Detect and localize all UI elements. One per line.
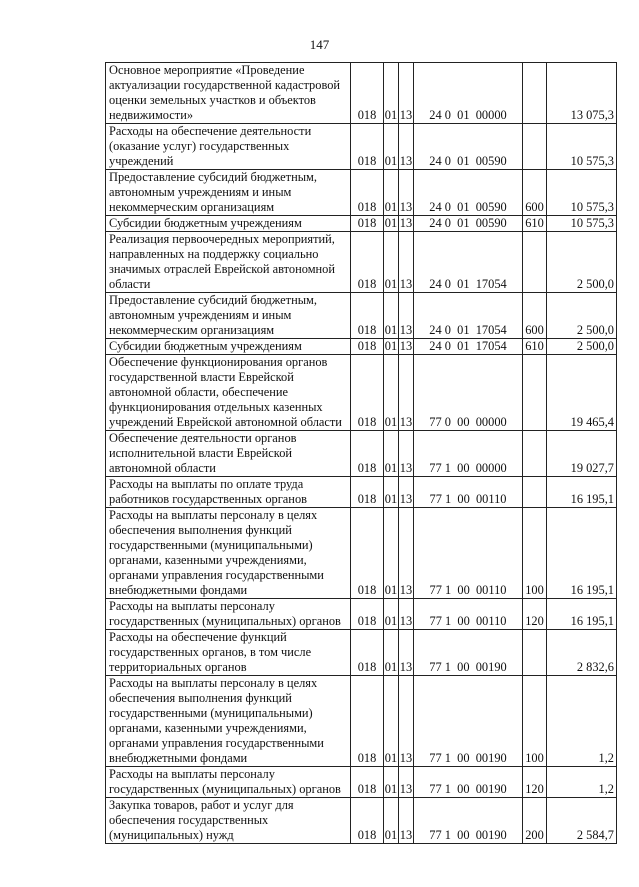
row-section-code: 01: [384, 216, 398, 230]
row-amount: 16 195,1: [547, 477, 617, 508]
row-expense-type: [523, 355, 547, 431]
row-subsection-code: 13: [399, 232, 414, 293]
row-subsection-code: 13: [399, 170, 414, 216]
row-admin-code: 018: [351, 63, 384, 124]
table-row: [106, 767, 617, 798]
row-admin-code: 018: [351, 676, 384, 767]
row-amount: 10 575,3: [547, 124, 617, 170]
row-admin-code: 018: [351, 798, 384, 844]
table-row: [106, 293, 617, 339]
row-subsection-code: 13: [399, 798, 414, 844]
row-expense-type: 100: [523, 676, 547, 767]
row-name: Субсидии бюджетным учреждениям: [106, 216, 351, 232]
row-amount: 2 832,6: [547, 630, 617, 676]
row-target-code: 24 0 01 00590: [414, 170, 523, 216]
budget-table: [105, 62, 617, 844]
row-admin-code: 018: [351, 170, 384, 216]
row-expense-type: [523, 63, 547, 124]
row-target-code: 77 1 00 00190: [414, 630, 523, 676]
row-name: Расходы на выплаты персоналу государственных (муниципальных) органов: [106, 599, 351, 630]
row-target-code: 24 0 01 17054: [414, 293, 523, 339]
row-subsection-code: 13: [399, 767, 414, 798]
row-name: Основное мероприятие «Проведение актуализации государственной кадастровой оценки земельных участков и объектов недвижимости»: [106, 63, 351, 124]
row-subsection-code: 13: [399, 293, 414, 339]
table-row: [106, 798, 617, 844]
row-subsection-code: 13: [399, 599, 414, 630]
row-admin-code: 018: [351, 599, 384, 630]
row-section-code: 01: [384, 767, 399, 798]
row-admin-code: 018: [351, 477, 384, 508]
row-name: Обеспечение деятельности органов исполнительной власти Еврейской автономной области: [106, 431, 351, 477]
row-admin-code: 018: [351, 767, 384, 798]
row-name: Расходы на выплаты по оплате труда работников государственных органов: [106, 477, 351, 508]
row-expense-type: 120: [523, 599, 547, 630]
table-row: [106, 216, 617, 232]
row-name: Реализация первоочередных мероприятий, направленных на поддержку социально значимых отраслей Еврейской автономной области: [106, 232, 351, 293]
row-subsection-code: 13: [399, 216, 413, 230]
row-expense-type: 600: [523, 170, 547, 216]
row-name: Расходы на выплаты персоналу в целях обеспечения выполнения функций государственными (муниципальными) органами, казенными учреждениями, органами управления государственными внебюджетными фондами: [106, 676, 351, 767]
table-row: [106, 339, 617, 355]
row-section-code: 01: [384, 477, 399, 508]
row-subsection-code: 13: [399, 355, 414, 431]
row-amount: 1,2: [547, 767, 617, 798]
row-amount: 13 075,3: [547, 63, 617, 124]
row-subsection-code: 13: [399, 630, 414, 676]
row-amount: 16 195,1: [547, 599, 617, 630]
row-target-code: 77 1 00 00110: [414, 477, 523, 508]
row-section-code: 01: [384, 293, 399, 339]
row-admin-code: 018: [351, 216, 384, 232]
row-section-code: 01: [384, 63, 399, 124]
row-target-code: 24 0 01 00000: [414, 63, 523, 124]
row-name: Обеспечение функционирования органов государственной власти Еврейской автономной области, обеспечение функционирования отдельных казенных учреждений Еврейской автономной области: [106, 355, 351, 431]
row-name: Расходы на обеспечение функций государственных органов, в том числе территориальных органов: [106, 630, 351, 676]
table-row: [106, 124, 617, 170]
row-amount: 10 575,3: [547, 170, 617, 216]
row-target-code: 24 0 01 17054: [414, 339, 523, 355]
row-target-code: 24 0 01 17054: [414, 232, 523, 293]
table-row: [106, 630, 617, 676]
row-amount: 2 500,0: [547, 232, 617, 293]
row-target-code: 77 1 00 00190: [414, 767, 523, 798]
row-target-code: 77 1 00 00190: [414, 676, 523, 767]
budget-table-body: [106, 63, 617, 844]
row-subsection-code: 13: [399, 339, 413, 353]
row-subsection-code: 13: [399, 477, 414, 508]
row-name: Субсидии бюджетным учреждениям: [106, 339, 351, 355]
row-subsection-code: 13: [399, 431, 414, 477]
row-section-code: 01: [384, 355, 399, 431]
row-name: Расходы на выплаты персоналу государственных (муниципальных) органов: [106, 767, 351, 798]
row-section-code: 01: [384, 431, 399, 477]
row-amount: 2 584,7: [547, 798, 617, 844]
row-section-code: 01: [384, 124, 399, 170]
row-admin-code: 018: [351, 355, 384, 431]
row-admin-code: 018: [351, 508, 384, 599]
row-expense-type: 610: [523, 216, 547, 232]
row-subsection-code: 13: [399, 508, 414, 599]
row-section-code: 01: [384, 599, 399, 630]
row-expense-type: [523, 431, 547, 477]
row-target-code: 77 1 00 00190: [414, 798, 523, 844]
table-row: [106, 431, 617, 477]
row-expense-type: 610: [523, 339, 547, 355]
row-section-code: 01: [384, 170, 399, 216]
row-name: Предоставление субсидий бюджетным, автономным учреждениям и иным некоммерческим организациям: [106, 293, 351, 339]
row-admin-code: 018: [351, 630, 384, 676]
row-admin-code: 018: [351, 339, 384, 355]
table-row: [106, 676, 617, 767]
row-expense-type: [523, 630, 547, 676]
table-row: [106, 170, 617, 216]
row-amount: 2 500,0: [547, 339, 617, 355]
row-expense-type: 120: [523, 767, 547, 798]
row-subsection-code: 13: [399, 124, 414, 170]
row-subsection-code: 13: [399, 63, 414, 124]
row-expense-type: [523, 232, 547, 293]
row-subsection-code: 13: [399, 676, 414, 767]
row-amount: 16 195,1: [547, 508, 617, 599]
table-row: [106, 355, 617, 431]
row-target-code: 77 0 00 00000: [414, 355, 523, 431]
row-name: Закупка товаров, работ и услуг для обеспечения государственных (муниципальных) нужд: [106, 798, 351, 844]
row-name: Предоставление субсидий бюджетным, автономным учреждениям и иным некоммерческим организациям: [106, 170, 351, 216]
row-section-code: 01: [384, 232, 399, 293]
row-expense-type: [523, 124, 547, 170]
row-amount: 1,2: [547, 676, 617, 767]
table-row: [106, 599, 617, 630]
row-section-code: 01: [384, 676, 399, 767]
row-amount: 2 500,0: [547, 293, 617, 339]
row-name: Расходы на выплаты персоналу в целях обеспечения выполнения функций государственными (муниципальными) органами, казенными учреждениями, органами управления государственными внебюджетными фондами: [106, 508, 351, 599]
row-section-code: 01: [384, 339, 398, 353]
row-expense-type: 100: [523, 508, 547, 599]
row-amount: 10 575,3: [547, 216, 617, 232]
row-target-code: 77 1 00 00110: [414, 599, 523, 630]
table-row: [106, 477, 617, 508]
row-name: Расходы на обеспечение деятельности (оказание услуг) государственных учреждений: [106, 124, 351, 170]
row-target-code: 24 0 01 00590: [414, 124, 523, 170]
row-expense-type: 200: [523, 798, 547, 844]
row-section-code: 01: [384, 798, 399, 844]
row-admin-code: 018: [351, 232, 384, 293]
row-target-code: 77 1 00 00000: [414, 431, 523, 477]
row-target-code: 77 1 00 00110: [414, 508, 523, 599]
row-admin-code: 018: [351, 431, 384, 477]
row-expense-type: 600: [523, 293, 547, 339]
row-admin-code: 018: [351, 124, 384, 170]
table-row: [106, 232, 617, 293]
row-expense-type: [523, 477, 547, 508]
row-amount: 19 027,7: [547, 431, 617, 477]
page-number: 147: [309, 37, 330, 52]
table-row: [106, 63, 617, 124]
row-admin-code: 018: [351, 293, 384, 339]
row-section-code: 01: [384, 508, 399, 599]
row-amount: 19 465,4: [547, 355, 617, 431]
row-target-code: 24 0 01 00590: [414, 216, 523, 232]
row-section-code: 01: [384, 630, 399, 676]
table-row: [106, 508, 617, 599]
